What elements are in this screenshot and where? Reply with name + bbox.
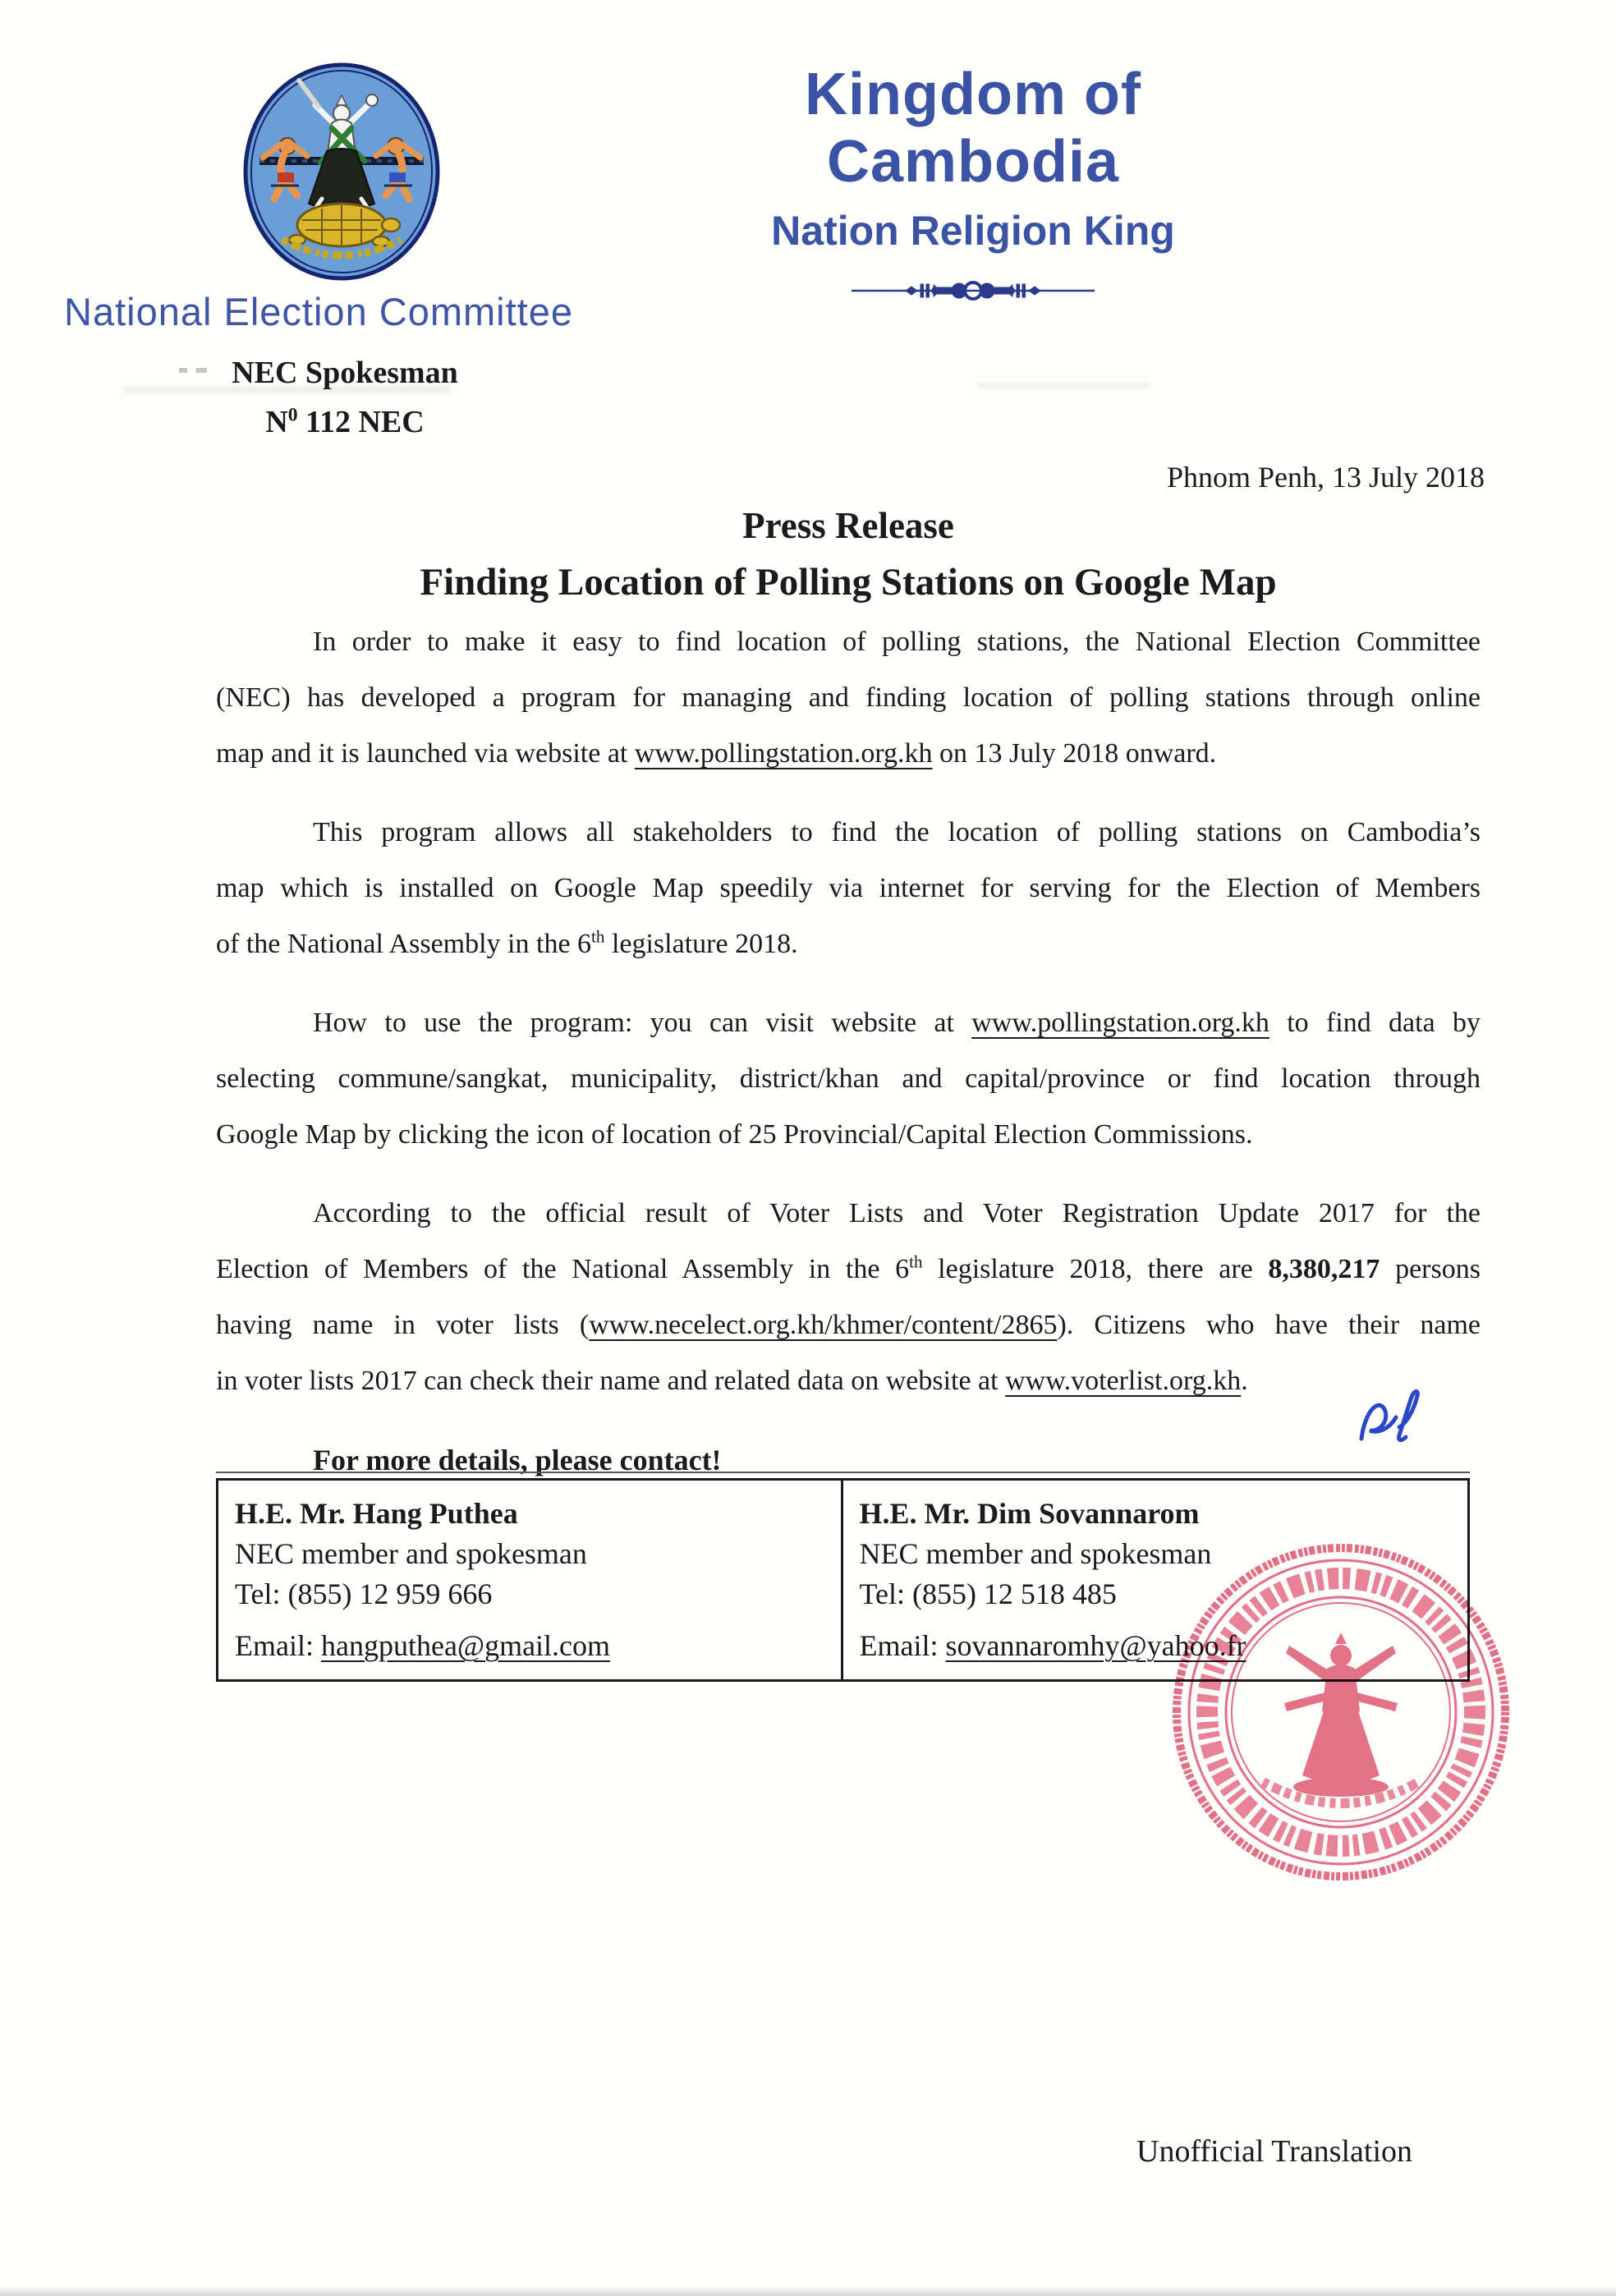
text-line: in voter lists 2017 can check their name and related data on website at www.voterlist.org.kh. [216,1366,1248,1396]
paragraphs [216,614,1481,1409]
nec-coat-of-arms-logo [243,62,440,281]
contact-tel: Tel: (855) 12 518 485 [859,1577,1117,1610]
text-line: According to the official result of Voter Lists and Voter Registration Update 2017 for the [313,1198,1481,1228]
text-line: In order to make it easy to find location of polling stations, the National Election Committee [313,627,1481,657]
contact-role: NEC member and spokesman [859,1537,1212,1570]
scan-bottom-edge [0,2286,1616,2296]
document-number: $N^0$ 112 NEC [265,404,425,439]
table-top-rule [216,1472,1470,1473]
press-release-title: Press Release [742,505,954,546]
contact-email: Email: hangputhea@gmail.com [235,1629,611,1662]
text-line: having name in voter lists (www.necelect.org.kh/khmer/content/2865). Citizens who have their name [216,1310,1481,1340]
text-line: (NEC) has developed a program for managing and finding location of polling stations through online [216,682,1481,713]
spokesman-line: NEC Spokesman [232,356,458,390]
kingdom-title: Kingdom of Cambodia [805,62,1141,195]
text-line: Election of Members of the National Assembly in the 6th legislature 2018, there are 8,380,217 persons [216,1251,1481,1284]
place-and-date: Phnom Penh, 13 July 2018 [1166,461,1485,494]
coat-of-arms-icon [243,62,440,281]
contact-role: NEC member and spokesman [235,1537,587,1570]
text-line: selecting commune/sangkat, municipality, district/khan and capital/province or find location through [216,1063,1481,1094]
scan-artifact-smudge [123,386,452,393]
text-line: map which is installed on Google Map speedily via internet for serving for the Election of Members [216,873,1481,903]
kingdom-header [657,61,1289,305]
contact-tel: Tel: (855) 12 959 666 [235,1577,493,1610]
contact-email: Email: sovannaromhy@yahoo.fr [859,1629,1246,1662]
body-text-column [216,614,1481,1488]
signature-initials-icon [1353,1381,1432,1457]
text-line: How to use the program: you can visit website at www.pollingstation.org.kh to find data by [313,1008,1481,1038]
paragraph [216,614,1481,782]
footer-note: Unofficial Translation [1136,2134,1413,2169]
scan-artifact-smudge [977,383,1150,388]
scan-artifact-dashes [179,368,207,373]
committee-name: National Election Committee [64,290,573,333]
subject-title: Finding Location of Polling Stations on Google Map [420,561,1277,604]
contact-name: H.E. Mr. Dim Sovannarom [859,1497,1200,1530]
text-line: of the National Assembly in the 6th legislature 2018. [216,926,798,959]
nec-red-stamp-icon [1164,1536,1517,1889]
contact-heading: For more details, please contact! [313,1444,722,1476]
paragraph [216,805,1481,972]
divider-ornament-icon [850,276,1096,305]
paragraph [216,1186,1481,1409]
paragraph [216,995,1481,1163]
text-line: Google Map by clicking the icon of location of 25 Provincial/Capital Election Commissions. [216,1119,1253,1150]
contact-cell-hang-puthea [218,1481,843,1679]
text-line: map and it is launched via website at www.pollingstation.org.kh on 13 July 2018 onward. [216,738,1217,769]
motto-line: Nation Religion King [771,208,1175,254]
contact-name: H.E. Mr. Hang Puthea [235,1497,518,1530]
text-line: This program allows all stakeholders to find the location of polling stations on Cambodia’s [313,817,1481,847]
